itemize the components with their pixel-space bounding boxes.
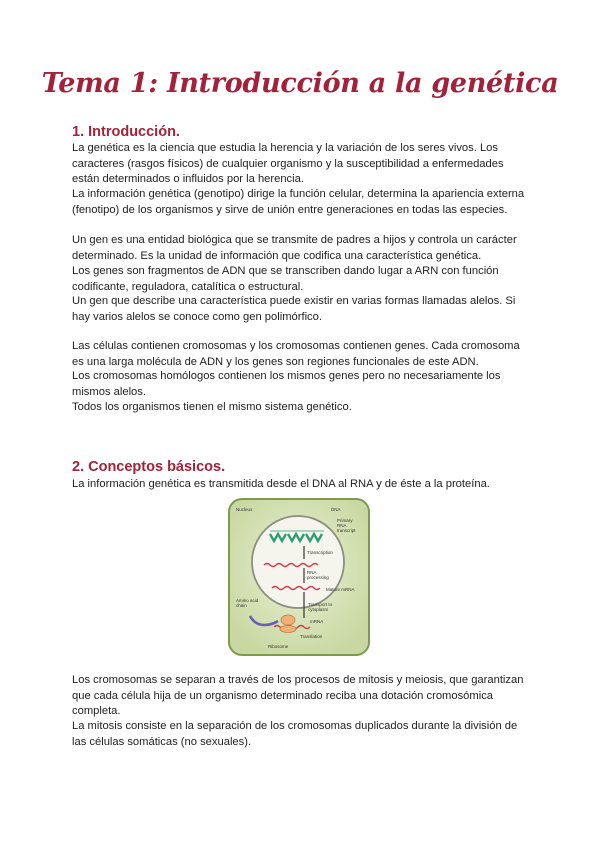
- paragraph: La genética es la ciencia que estudia la herencia y la variación de los seres vivos. Los caracteres (rasgos físicos) de cualquier organismo y la susceptibilidad a enfermedades están determinados o influidos por la herencia.: [72, 142, 504, 186]
- paragraph: Todos los organismos tienen el mismo sistema genético.: [72, 401, 352, 413]
- paragraph: Las células contienen cromosomas y los cromosomas contienen genes. Cada cromosoma es una larga molécula de ADN y los genes son regiones funcionales de este ADN.: [72, 340, 520, 368]
- label-primary-rna: RNA: [337, 523, 347, 528]
- nucleus-envelope: [252, 516, 344, 608]
- paragraph: Un gen que describe una característica puede existir en varias formas llamadas alelos. Si hay varios alelos se conoce como gen polimórfico.: [72, 295, 516, 323]
- label-nucleus: Nucleus: [236, 507, 253, 512]
- label-amino-acid-chain: Amino acid: [236, 598, 259, 603]
- section-heading-introduction: 1. Introducción.: [72, 124, 180, 140]
- label-transport: cytoplasm: [308, 607, 329, 612]
- paragraph: La información genética es transmitida desde el DNA al RNA y de éste a la proteína.: [72, 478, 490, 490]
- paragraph: Los genes son fragmentos de ADN que se transcriben dando lugar a ARN con función codificante, reguladora, catalítica o estructural.: [72, 265, 499, 293]
- label-transport: Transport to: [308, 602, 333, 607]
- ribosome-large-subunit: [281, 615, 295, 625]
- paragraph: La mitosis consiste en la separación de los cromosomas duplicados durante la división de las células somáticas (no sexuales).: [72, 720, 518, 748]
- gene-expression-diagram: [228, 498, 370, 656]
- label-ribosome: Ribosome: [268, 644, 289, 649]
- ribosome-small-subunit: [280, 626, 296, 633]
- label-translation: Translation: [300, 634, 323, 639]
- label-rna-processing: RNA: [307, 570, 317, 575]
- label-mrna: mRNA: [310, 619, 324, 624]
- paragraph: Un gen es una entidad biológica que se transmite de padres a hijos y controla un carácter determinado. Es la unidad de información que codifica una característica genética.: [72, 234, 517, 262]
- section-heading-basic-concepts: 2. Conceptos básicos.: [72, 459, 226, 475]
- label-rna-processing: processing: [307, 575, 329, 580]
- label-amino-acid-chain: chain: [236, 603, 247, 608]
- label-primary-rna: transcript: [337, 528, 356, 533]
- paragraph: Los cromosomas se separan a través de los procesos de mitosis y meiosis, que garantizan que cada célula hija de un organismo determinado reciba una dotación cromosómica completa.: [72, 674, 524, 718]
- label-primary-rna: Primary: [337, 518, 353, 523]
- page-title: Tema 1: Introducción a la genética: [41, 68, 559, 99]
- label-transcription: Transcription: [307, 550, 333, 555]
- label-dna: DNA: [331, 507, 341, 512]
- paragraph: La información genética (genotipo) dirige la función celular, determina la apariencia externa (fenotipo) de los organismos y sirve de unión entre generaciones en todas las especies.: [72, 188, 525, 216]
- paragraph: Los cromosomas homólogos contienen los mismos genes pero no necesariamente los mismos alelos.: [72, 370, 501, 398]
- label-mature-mrna: Mature mRNA: [326, 587, 355, 592]
